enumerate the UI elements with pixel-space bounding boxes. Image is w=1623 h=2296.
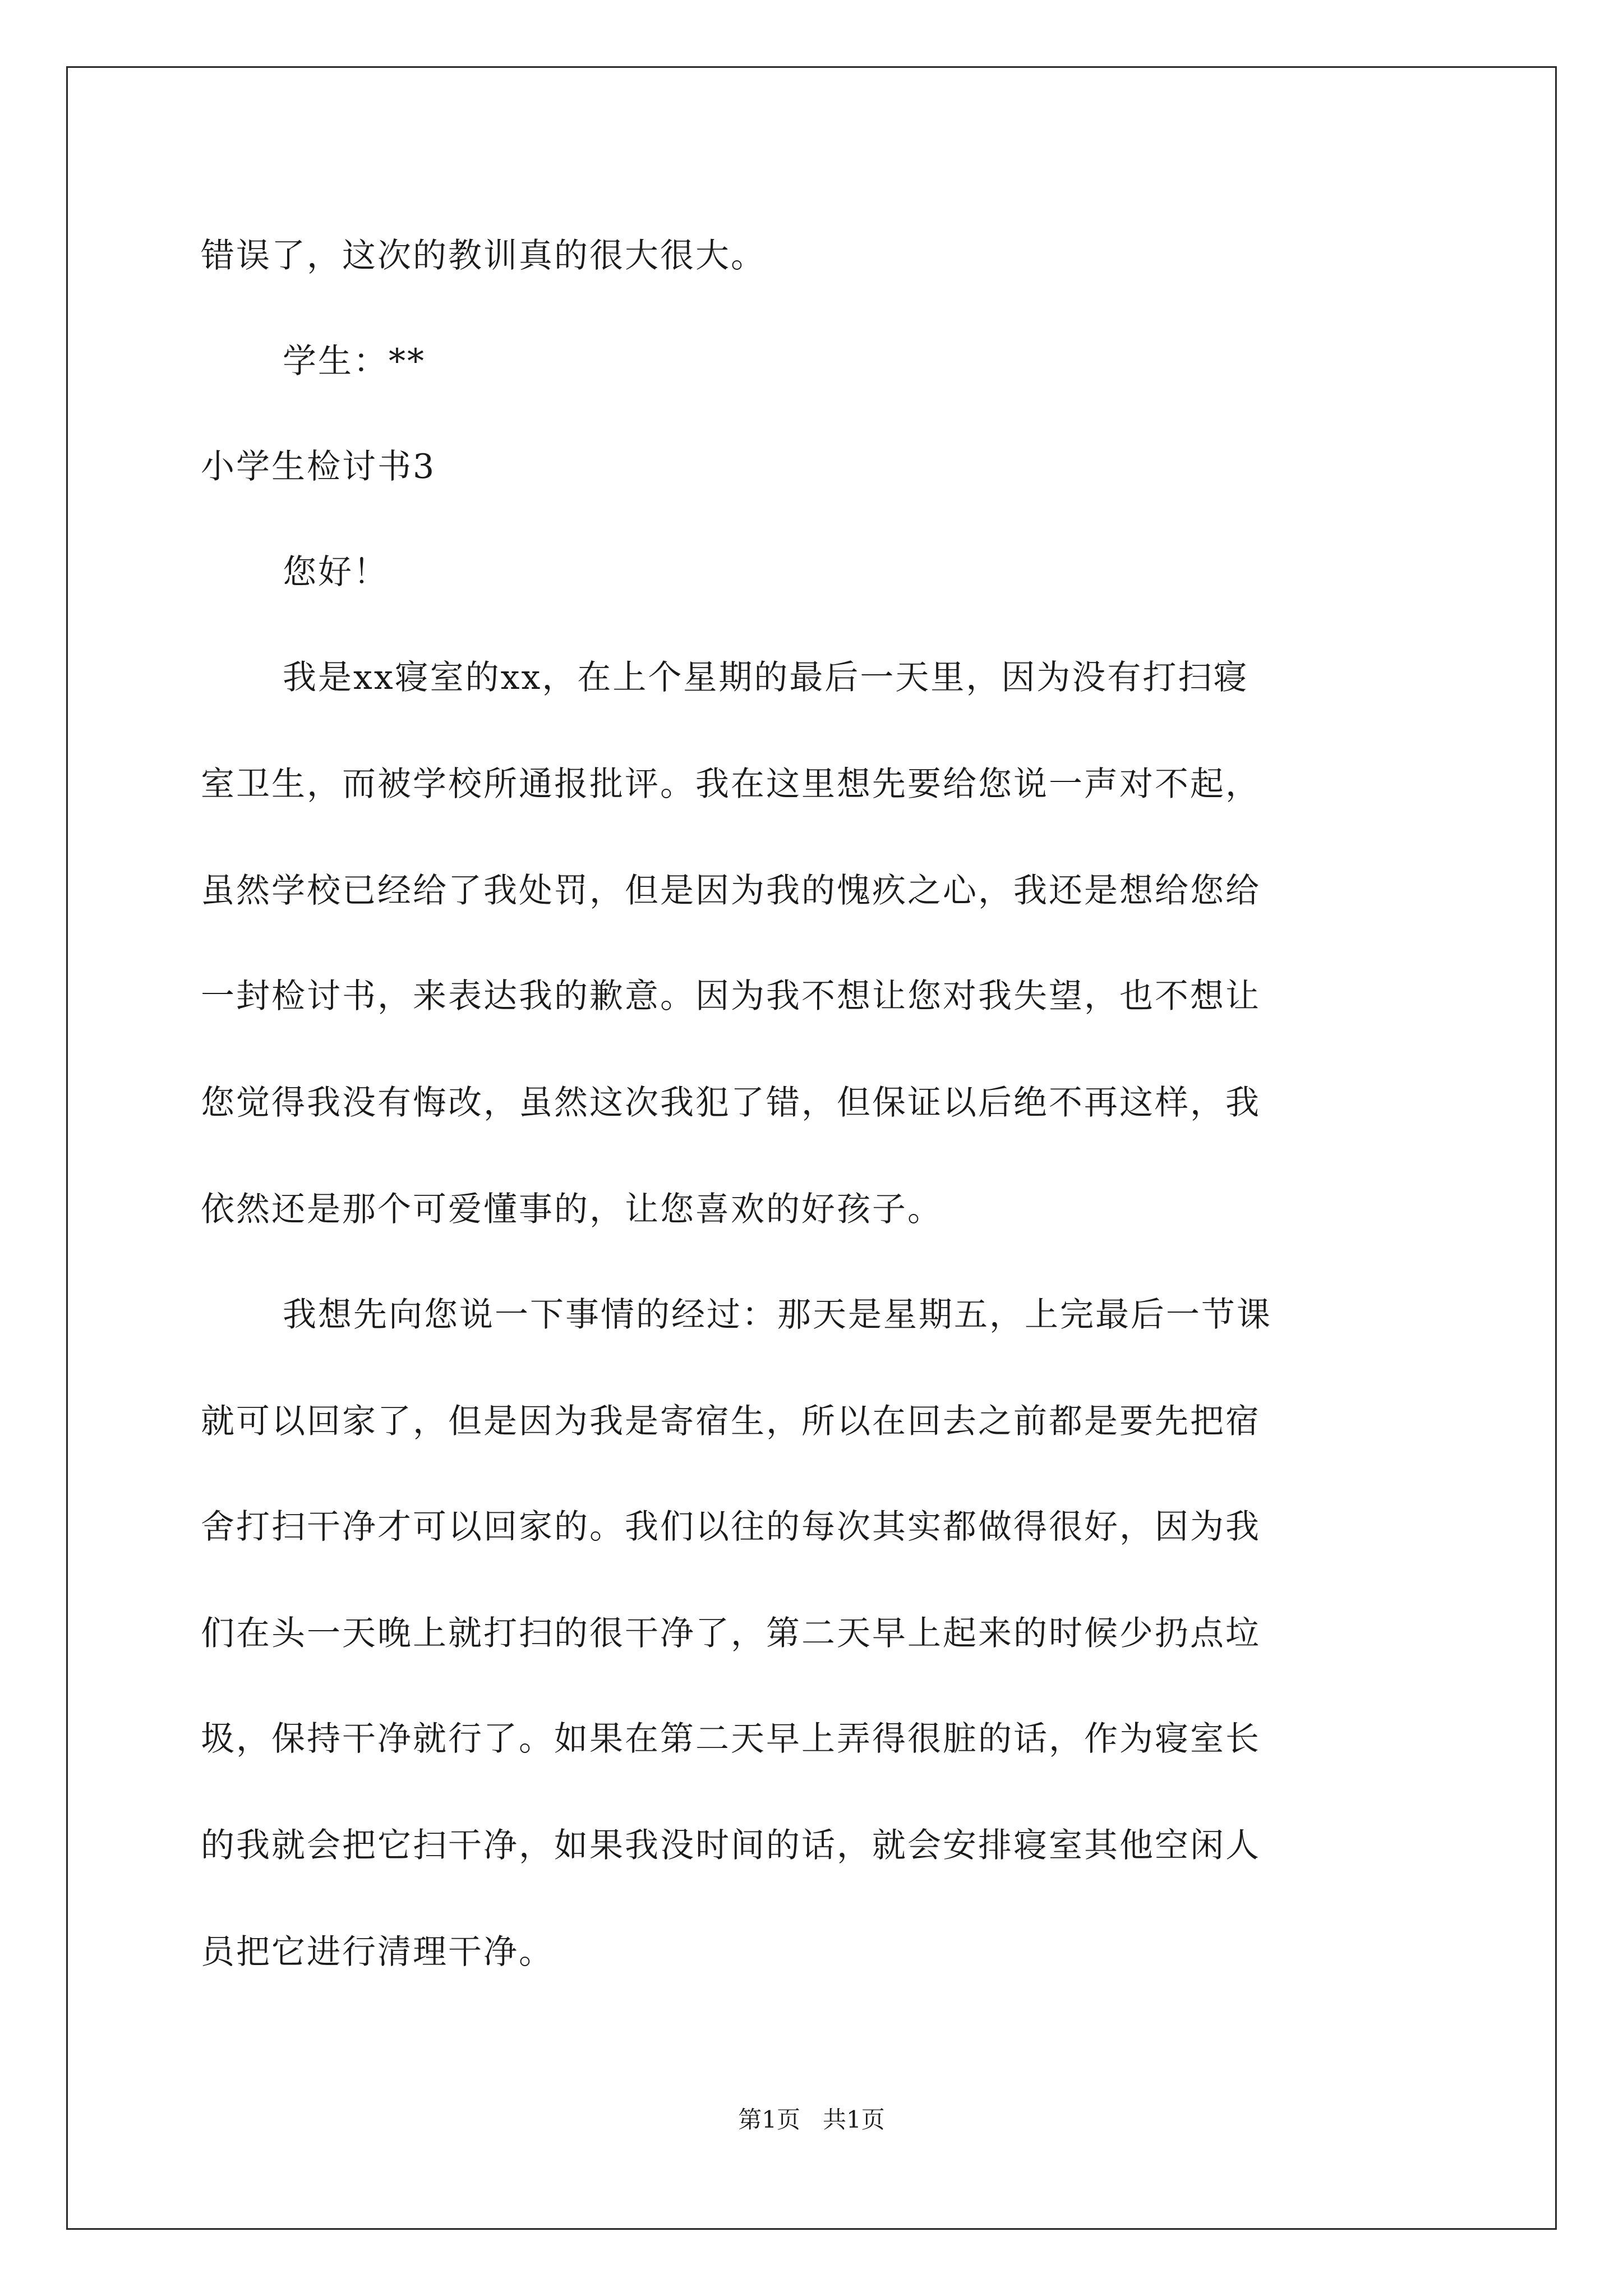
- text-line: 我是xx寝室的xx，在上个星期的最后一天里，因为没有打扫寝: [283, 658, 1249, 697]
- text-line: 就可以回家了，但是因为我是寄宿生，所以在回去之前都是要先把宿: [201, 1402, 1261, 1441]
- text-line: 室卫生，而被学校所通报批评。我在这里想先要给您说一声对不起，: [201, 765, 1261, 804]
- page-number: 第1页 共1页: [738, 2106, 885, 2133]
- text-line: 依然还是那个可爱懂事的，让您喜欢的好孩子。: [201, 1190, 943, 1229]
- text-line: 虽然学校已经给了我处罚，但是因为我的愧疚之心，我还是想给您给: [201, 871, 1261, 910]
- text-line: 错误了，这次的教训真的很大很大。: [201, 236, 766, 275]
- text-line: 们在头一天晚上就打扫的很干净了，第二天早上起来的时候少扔点垃: [201, 1614, 1261, 1653]
- text-line: 的我就会把它扫干净，如果我没时间的话，就会安排寝室其他空闲人: [201, 1826, 1261, 1865]
- text-line: 一封检讨书，来表达我的歉意。因为我不想让您对我失望，也不想让: [201, 977, 1261, 1016]
- page-border: [66, 66, 1557, 2230]
- greeting: 您好！: [283, 553, 389, 592]
- signature-line: 学生：**: [283, 342, 426, 381]
- text-line: 舍打扫干净才可以回家的。我们以往的每次其实都做得很好，因为我: [201, 1507, 1261, 1547]
- text-line: 我想先向您说一下事情的经过：那天是星期五，上完最后一节课: [283, 1295, 1272, 1335]
- text-line: 圾，保持干净就行了。如果在第二天早上弄得很脏的话，作为寝室长: [201, 1719, 1261, 1759]
- section-heading: 小学生检讨书3: [201, 447, 436, 486]
- text-line: 您觉得我没有悔改，虽然这次我犯了错，但保证以后绝不再这样，我: [201, 1083, 1261, 1122]
- text-line: 员把它进行清理干净。: [201, 1932, 554, 1972]
